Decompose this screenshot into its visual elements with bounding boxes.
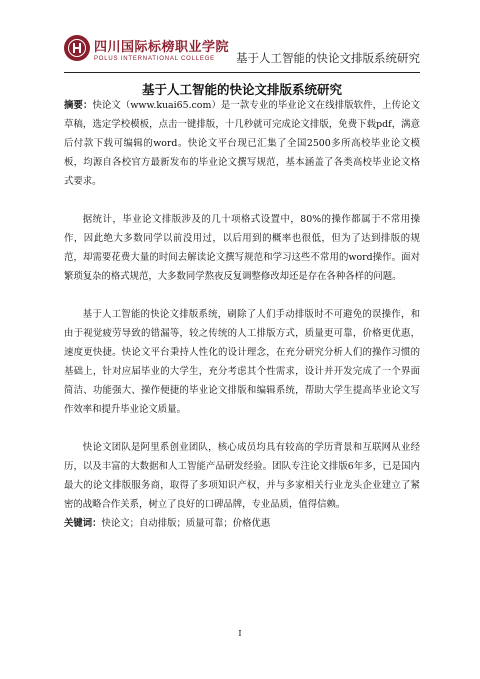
college-name-en: POLUS INTERNATIONAL COLLEGE	[94, 56, 215, 62]
college-name-cn: 四川国际标榜职业学院	[94, 40, 230, 55]
document-title: 基于人工智能的快论文排版系统研究	[141, 82, 342, 97]
abstract-text: 快论文（www.kuai65.com）是一款专业的毕业论文在线排版软件，上传论文草稿，选定学校模板，点击一键排版，十几秒就可完成论文排版，免费下载pdf，满意后付款下载可编辑的word。快论文平台现已汇集了全国2500多所高校毕业论文模板，均源自各校官方最新发布的毕业论文撰写规范，基本涵盖了各类高校毕业论文格式要求。	[64, 100, 420, 187]
paragraph-gap	[64, 286, 420, 305]
college-logo-text	[94, 36, 229, 62]
body-paragraph-2: 基于人工智能的快论文排版系统，刷除了人们手动排版时不可避免的误操作，和由于视觉疲劳导致的错漏等，较之传统的人工排版方式，质量更可靠，价格更优惠，速度更快捷。快论文平台秉持人性化的设计理念，在充分研究分析人们的操作习惯的基础上，针对应届毕业的大学生，充分考虑其个性需求，设计并开发完成了一个界面简洁、功能强大、操作便捷的毕业论文排版和编辑系统，帮助大学生提高毕业论文写作效率和提升毕业论文质量。	[64, 309, 420, 415]
keywords-label: 关键词：	[64, 518, 102, 529]
paragraph-gap	[64, 191, 420, 210]
page-header	[64, 30, 420, 70]
header-divider	[64, 72, 420, 73]
abstract-paragraph	[64, 96, 420, 191]
document-body	[64, 96, 420, 533]
college-emblem-icon	[64, 35, 90, 61]
body-paragraph-3: 快论文团队是阿里系创业团队，核心成员均具有较高的学历背景和互联网从业经历，以及丰富的大数据和人工智能产品研发经验。团队专注论文排版6年多，已是国内最大的论文排版服务商，取得了多项知识产权，并与多家相关行业龙头企业建立了紧密的战略合作关系，树立了良好的口碑品牌，专业品质，值得信赖。	[64, 442, 420, 510]
body-paragraph-1: 据统计，毕业论文排版涉及的几十项格式设置中，80%的操作都属于不常用操作，因此绝大多数同学以前没用过，以后用到的概率也很低，但为了达到排版的规范，却需要花费大量的时间去解读论文撰写规范和学习这些不常用的word操作。面对繁琐复杂的格式规范，大多数同学熬夜反复调整修改却还是存在各种各样的问题。	[64, 214, 420, 282]
abstract-label: 摘要：	[64, 100, 93, 111]
keywords-text: 快论文；自动排版；质量可靠；价格优惠	[101, 518, 271, 529]
paragraph-gap	[64, 419, 420, 438]
running-header-title: 基于人工智能的快论文排版系统研究	[236, 51, 420, 65]
keywords-line	[64, 514, 420, 533]
page-number: I	[238, 629, 242, 638]
